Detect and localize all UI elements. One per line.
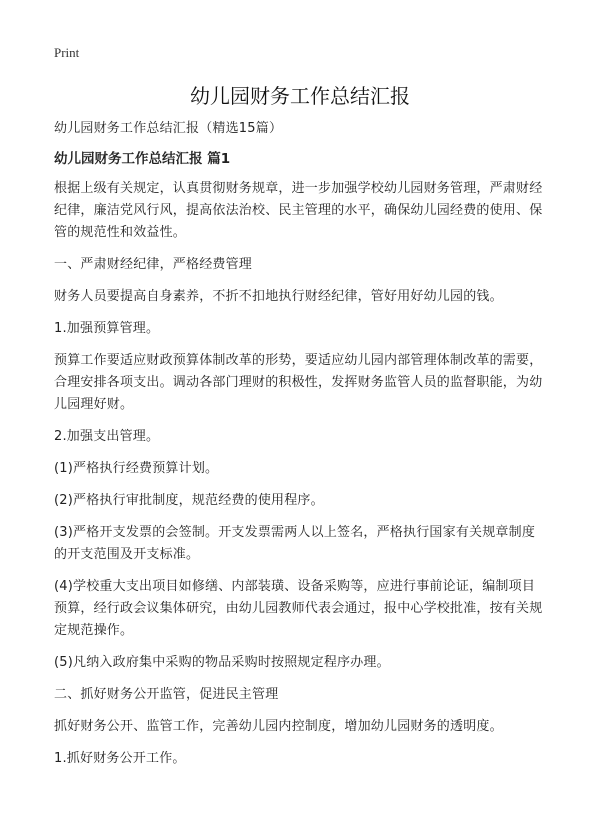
document-body: [54, 118, 548, 780]
paragraph-staff: 财务人员要提高自身素养，不折不扣地执行财经纪律，管好用好幼儿园的钱。: [54, 289, 503, 304]
document-subtitle: 幼儿园财务工作总结汇报（精选15篇）: [54, 121, 283, 136]
list-item-4: (4)学校重大支出项目如修缮、内部装璜、设备采购等，应进行事前论证，编制项目预算，经行政会议集体研究，由幼儿园教师代表会通过，报中心学校批准，按有关规定规范操作。: [54, 579, 543, 638]
page-title: 幼儿园财务工作总结汇报: [190, 84, 410, 108]
list-item-2: (2)严格执行审批制度，规范经费的使用程序。: [54, 493, 324, 508]
list-item-3: (3)严格开支发票的会签制。开支发票需两人以上签名，严格执行国家有关规章制度的开支范围及开支标准。: [54, 525, 536, 562]
heading-supervision: 二、抓好财务公开监管，促进民主管理: [54, 687, 279, 702]
section-heading: 幼儿园财务工作总结汇报 篇1: [54, 151, 231, 167]
paragraph-supervision: 抓好财务公开、监管工作，完善幼儿园内控制度，增加幼儿园财务的透明度。: [54, 719, 503, 734]
list-item-5: (5)凡纳入政府集中采购的物品采购时按照规定程序办理。: [54, 655, 390, 670]
paragraph-budget: 预算工作要适应财政预算体制改革的形势，要适应幼儿园内部管理体制改革的需要，合理安排各项支出。调动各部门理财的积极性，发挥财务监管人员的监督职能，为幼儿园理好财。: [54, 353, 543, 412]
item-expense-heading: 2.加强支出管理。: [54, 429, 160, 444]
paragraph-intro: 根据上级有关规定，认真贯彻财务规章，进一步加强学校幼儿园财务管理，严肃财经纪律，廉洁党风行风，提高依法治校、民主管理的水平，确保幼儿园经费的使用、保管的规范性和效益性。: [54, 181, 543, 240]
list-item-1: (1)严格执行经费预算计划。: [54, 461, 219, 476]
item-disclosure-heading: 1.抓好财务公开工作。: [54, 751, 186, 766]
print-link[interactable]: Print: [54, 45, 80, 60]
item-budget-heading: 1.加强预算管理。: [54, 321, 160, 336]
heading-discipline: 一、严肃财经纪律，严格经费管理: [54, 257, 253, 272]
